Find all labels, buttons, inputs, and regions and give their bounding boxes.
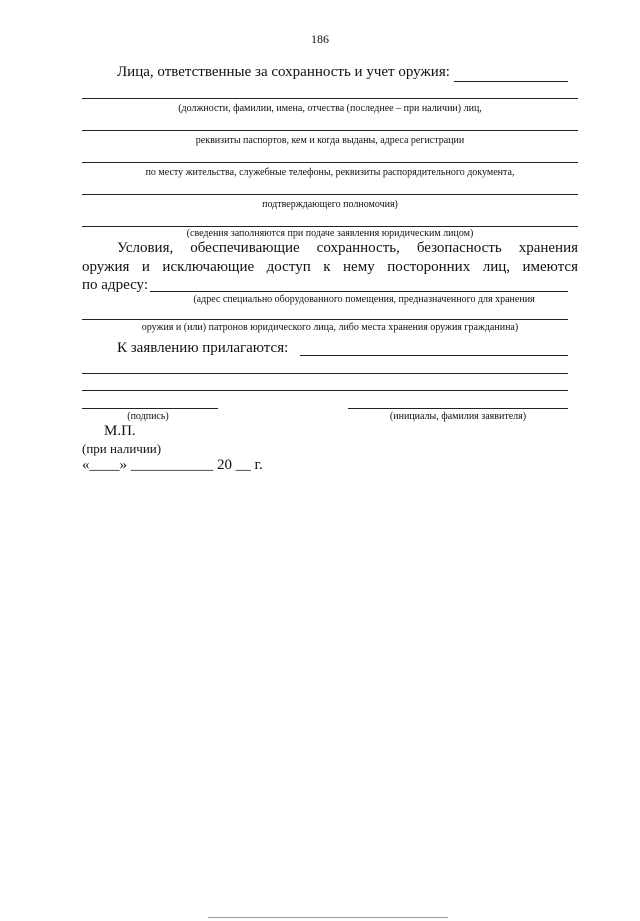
attachments-fill-line-1[interactable] [300, 355, 568, 356]
responsible-fill-line-4[interactable] [82, 194, 578, 195]
address-hint-2: оружия и (или) патронов юридического лица, либо места хранения оружия гражданина) [141, 322, 519, 333]
stamp-label: М.П. [104, 423, 136, 439]
address-hint-1: (адрес специально оборудованного помещения, предназначенного для хранения [193, 294, 535, 305]
address-label: по адресу: [82, 277, 149, 293]
responsible-fill-line-2[interactable] [82, 130, 578, 131]
address-fill-line-2[interactable] [82, 319, 568, 320]
attachments-label: К заявлению прилагаются: [117, 340, 289, 356]
responsible-hint-5: (сведения заполняются при подаче заявления юридическим лицом) [186, 228, 474, 239]
signature-hint: (подпись) [127, 411, 169, 422]
responsible-fill-line-3[interactable] [82, 162, 578, 163]
address-fill-line[interactable] [150, 291, 568, 292]
responsible-hint-1: (должности, фамилии, имена, отчества (последнее – при наличии) лиц, [178, 103, 482, 114]
responsible-fill-line-5[interactable] [82, 226, 578, 227]
date-line[interactable]: «____» ___________ 20 __ г. [82, 457, 263, 473]
signature-line[interactable] [82, 408, 218, 409]
responsible-fill-line-1[interactable] [82, 98, 578, 99]
attachments-fill-line-2[interactable] [82, 373, 568, 374]
page-bottom-rule [208, 917, 448, 918]
stamp-note: (при наличии) [82, 441, 162, 456]
page-number: 186 [311, 32, 329, 46]
responsible-hint-4: подтверждающего полномочия) [262, 199, 398, 210]
applicant-name-hint: (инициалы, фамилия заявителя) [389, 411, 527, 422]
responsible-heading: Лица, ответственные за сохранность и учет оружия: [117, 64, 450, 80]
attachments-fill-line-3[interactable] [82, 390, 568, 391]
conditions-line-1: Условия, обеспечивающие сохранность, безопасность хранения [117, 240, 578, 256]
conditions-line-2: оружия и исключающие доступ к нему посторонних лиц, имеются [82, 259, 578, 275]
applicant-name-line[interactable] [348, 408, 568, 409]
responsible-heading-fill-line[interactable] [454, 81, 568, 82]
responsible-hint-3: по месту жительства, служебные телефоны, реквизиты распорядительного документа, [145, 167, 515, 178]
responsible-hint-2: реквизиты паспортов, кем и когда выданы, адреса регистрации [195, 135, 465, 146]
